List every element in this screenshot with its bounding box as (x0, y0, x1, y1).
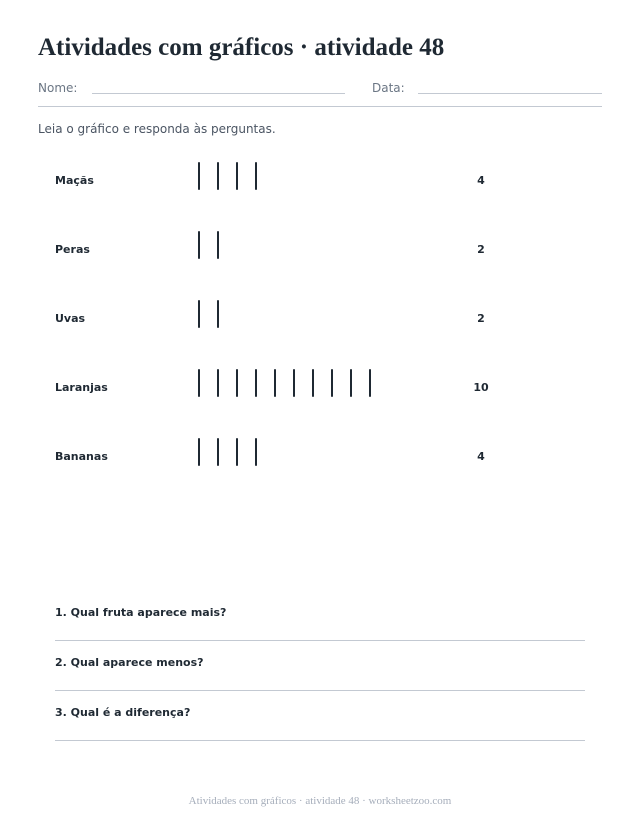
tally-mark (350, 369, 352, 397)
tally-mark (293, 369, 295, 397)
chart-row (0, 299, 640, 339)
tally-mark (198, 162, 200, 190)
row-label: Uvas (55, 312, 86, 325)
tally-mark (255, 162, 257, 190)
tally-mark (217, 369, 219, 397)
chart-row (0, 437, 640, 477)
question-3: 3. Qual é a diferença? (55, 706, 191, 719)
name-line (92, 93, 345, 94)
row-count: 2 (477, 312, 485, 325)
tally-mark (236, 369, 238, 397)
tally-mark (236, 162, 238, 190)
row-count: 10 (473, 381, 489, 394)
tally-mark (198, 300, 200, 328)
date-line (418, 93, 602, 94)
tally-mark (274, 369, 276, 397)
tally-mark (198, 438, 200, 466)
instruction-text: Leia o gráfico e responda às perguntas. (38, 122, 276, 136)
chart-row (0, 230, 640, 270)
page-title: Atividades com gráficos · atividade 48 (38, 34, 445, 61)
tally-mark (217, 438, 219, 466)
tally-mark (312, 369, 314, 397)
tally-mark (217, 162, 219, 190)
row-label: Maçãs (55, 174, 94, 187)
chart-row (0, 161, 640, 201)
header-divider (38, 106, 602, 107)
date-label: Data: (372, 81, 405, 95)
tally-mark (331, 369, 333, 397)
tally-mark (198, 369, 200, 397)
row-count: 4 (477, 174, 485, 187)
row-count: 4 (477, 450, 485, 463)
tally-mark (255, 438, 257, 466)
tally-mark (255, 369, 257, 397)
row-count: 2 (477, 243, 485, 256)
row-label: Peras (55, 243, 90, 256)
row-label: Laranjas (55, 381, 108, 394)
tally-mark (217, 231, 219, 259)
footer-text: Atividades com gráficos · atividade 48 · worksheetzoo.com (188, 795, 452, 807)
tally-mark (369, 369, 371, 397)
chart-row (0, 368, 640, 408)
answer-line[interactable] (55, 740, 585, 741)
name-label: Nome: (38, 81, 78, 95)
question-1: 1. Qual fruta aparece mais? (55, 606, 227, 619)
row-label: Bananas (55, 450, 108, 463)
answer-line[interactable] (55, 640, 585, 641)
tally-mark (217, 300, 219, 328)
answer-line[interactable] (55, 690, 585, 691)
question-2: 2. Qual aparece menos? (55, 656, 204, 669)
tally-mark (198, 231, 200, 259)
tally-mark (236, 438, 238, 466)
